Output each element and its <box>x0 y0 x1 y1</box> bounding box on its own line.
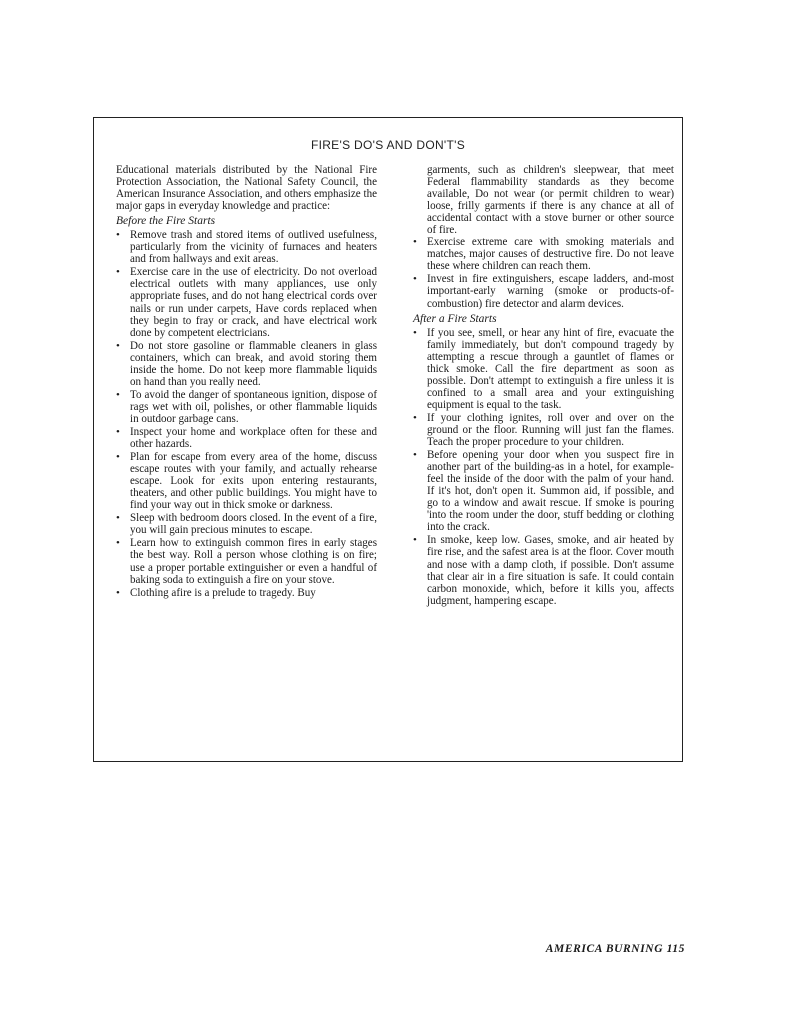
bullet-icon: • <box>116 425 120 438</box>
bullet-icon: • <box>116 512 120 525</box>
list-item: • Learn how to extinguish common fires in early stages the best way. Roll a person whose clothing is on fire; use a proper portable extinguisher or even a handful of baking soda to extinguish a fire on your stove. <box>116 537 377 586</box>
page-footer: AMERICA BURNING 115 <box>545 943 685 955</box>
before-heading: Before the Fire Starts <box>116 215 216 228</box>
bullet-icon: • <box>116 388 120 401</box>
continuation-paragraph: garments, such as children's sleepwear, that meet Federal flammability standards as they become available, Do not wear (or permit children to wear) loose, frilly garments if there is any chance at all of accidental contact with a stove burner or other source of fire. <box>427 164 674 237</box>
list-item: • Plan for escape from every area of the home, discuss escape routes with your family, and actually rehearse escape. Look for exits upon entering restaurants, theaters, and other public buildings. You might have to find your way out in thick smoke or darkness. <box>116 451 377 512</box>
bullet-icon: • <box>116 451 120 464</box>
bullet-icon: • <box>413 326 417 339</box>
bullet-icon: • <box>116 537 120 550</box>
bullet-icon: • <box>116 339 120 352</box>
before-list <box>116 229 377 598</box>
left-column <box>116 164 377 600</box>
list-item: • Remove trash and stored items of outlived usefulness, particularly from the vicinity of furnaces and heaters and from hallways and exit areas. <box>116 229 377 266</box>
intro-paragraph: Educational materials distributed by the National Fire Protection Association, the National Safety Council, the American Insurance Association, and others emphasize the major gaps in everyday knowledge and practice: <box>116 164 377 213</box>
after-heading: After a Fire Starts <box>413 312 497 325</box>
list-item: • If your clothing ignites, roll over and over on the ground or the floor. Running will just fan the flames. Teach the proper procedure to your children. <box>413 411 674 449</box>
list-item: • In smoke, keep low. Gases, smoke, and air heated by fire rise, and the safest area is at the floor. Cover mouth and nose with a damp cloth, if possible. Don't assume that clear air in a fire situation is safe. It could contain carbon monoxide, which, before it kills you, affects judgment, hampering escape. <box>413 534 674 607</box>
bullet-icon: • <box>413 449 417 462</box>
list-item: • To avoid the danger of spontaneous ignition, dispose of rags wet with oil, polishes, or other flammable liquids in outdoor garbage cans. <box>116 388 377 425</box>
bullet-icon: • <box>413 273 417 286</box>
list-item: • Before opening your door when you suspect fire in another part of the building-as in a hotel, for example-feel the inside of the door with the palm of your hand. If it's hot, don't open it. Summon aid, if possible, and go to a window and await rescue. If smoke is pouring 'into the room under the door, stuff bedding or clothing into the crack. <box>413 449 674 534</box>
right-column <box>413 164 674 608</box>
bullet-icon: • <box>116 586 120 599</box>
list-item: • Invest in fire extinguishers, escape ladders, and-most important-early warning (smoke or products-of-combustion) fire detector and alarm devices. <box>413 273 674 310</box>
list-item: • Clothing afire is a prelude to tragedy. Buy <box>116 586 316 599</box>
list-item: • Exercise care in the use of electricity. Do not overload electrical outlets with many appliances, use only appropriate fuses, and do not hang electrical cords over nails or run under carpets, Have cords replaced when they begin to fray or crack, and have electrical work done by competent electricians. <box>116 266 377 339</box>
list-item: • Do not store gasoline or flammable cleaners in glass containers, which can break, and avoid storing them inside the home. Do not keep more flammable liquids on hand than you really need. <box>116 339 377 388</box>
bullet-icon: • <box>413 411 417 424</box>
after-list <box>413 327 674 607</box>
list-item: • Sleep with bedroom doors closed. In the event of a fire, you will gain precious minutes to escape. <box>116 512 377 537</box>
list-item: • If you see, smell, or hear any hint of fire, evacuate the family immediately, but don't compound tragedy by attempting a rescue through a gauntlet of flames or thick smoke. Call the fire department as soon as possible. Don't attempt to extinguish a fire unless it is confined to a small area and your extinguishing equipment is equal to the task. <box>413 326 674 411</box>
bullet-icon: • <box>413 534 417 547</box>
bullet-icon: • <box>116 266 120 279</box>
bullet-icon: • <box>116 229 120 242</box>
list-item: • Inspect your home and workplace often for these and other hazards. <box>116 425 377 451</box>
bullet-icon: • <box>413 236 417 249</box>
sidebar-box <box>93 117 683 762</box>
box-title: FIRE'S DO'S AND DON'T'S <box>310 138 466 152</box>
list-item: • Exercise extreme care with smoking materials and matches, major causes of destructive fire. Do not leave these where children can reach them. <box>413 236 674 273</box>
before-list-continued <box>413 236 674 309</box>
